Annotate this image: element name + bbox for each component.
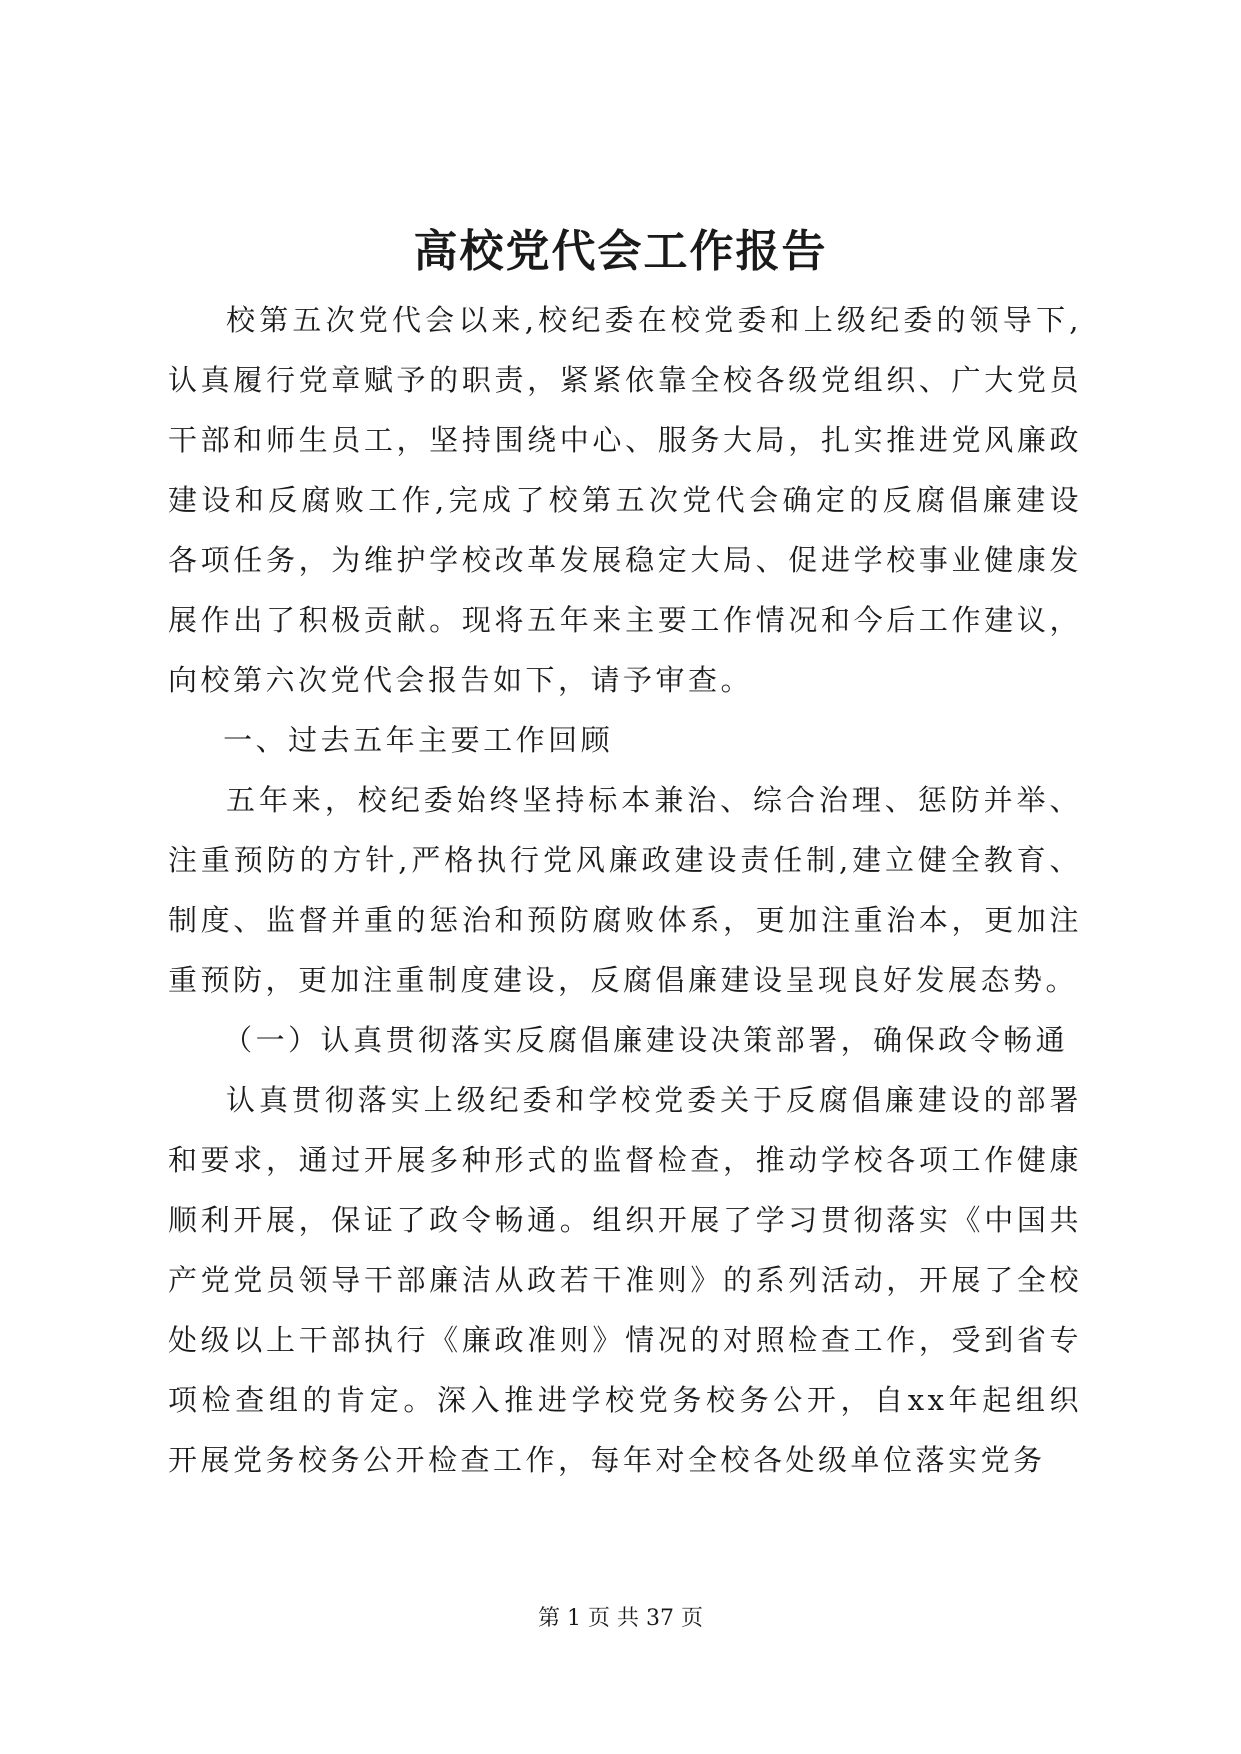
subsection-heading-1: （一）认真贯彻落实反腐倡廉建设决策部署，确保政令畅通 [223,1023,1069,1057]
page-number: 第 1 页 共 37 页 [538,1606,703,1631]
document-body [168,290,1082,1490]
paragraph-intro: 校第五次党代会以来,校纪委在校党委和上级纪委的领导下,认真履行党章赋予的职责，紧紧依靠全校各级党组织、广大党员干部和师生员工，坚持围绕中心、服务大局，扎实推进党风廉政建设和反腐败工作,完成了校第五次党代会确定的反腐倡廉建设各项任务，为维护学校改革发展稳定大局、促进学校事业健康发展作出了积极贡献。现将五年来主要工作情况和今后工作建议，向校第六次党代会报告如下，请予审查。 [168,303,1082,697]
paragraph-implementation: 认真贯彻落实上级纪委和学校党委关于反腐倡廉建设的部署和要求，通过开展多种形式的监督检查，推动学校各项工作健康顺利开展，保证了政令畅通。组织开展了学习贯彻落实《中国共产党党员领导干部廉洁从政若干准则》的系列活动，开展了全校处级以上干部执行《廉政准则》情况的对照检查工作，受到省专项检查组的肯定。深入推进学校党务校务公开，自xx年起组织开展党务校务公开检查工作，每年对全校各处级单位落实党务 [168,1083,1082,1477]
paragraph-five-years: 五年来，校纪委始终坚持标本兼治、综合治理、惩防并举、注重预防的方针,严格执行党风廉政建设责任制,建立健全教育、制度、监督并重的惩治和预防腐败体系，更加注重治本，更加注重预防，更加注重制度建设，反腐倡廉建设呈现良好发展态势。 [168,783,1082,997]
section-heading-review: 一、过去五年主要工作回顾 [223,723,614,757]
document-title: 高校党代会工作报告 [413,226,828,277]
